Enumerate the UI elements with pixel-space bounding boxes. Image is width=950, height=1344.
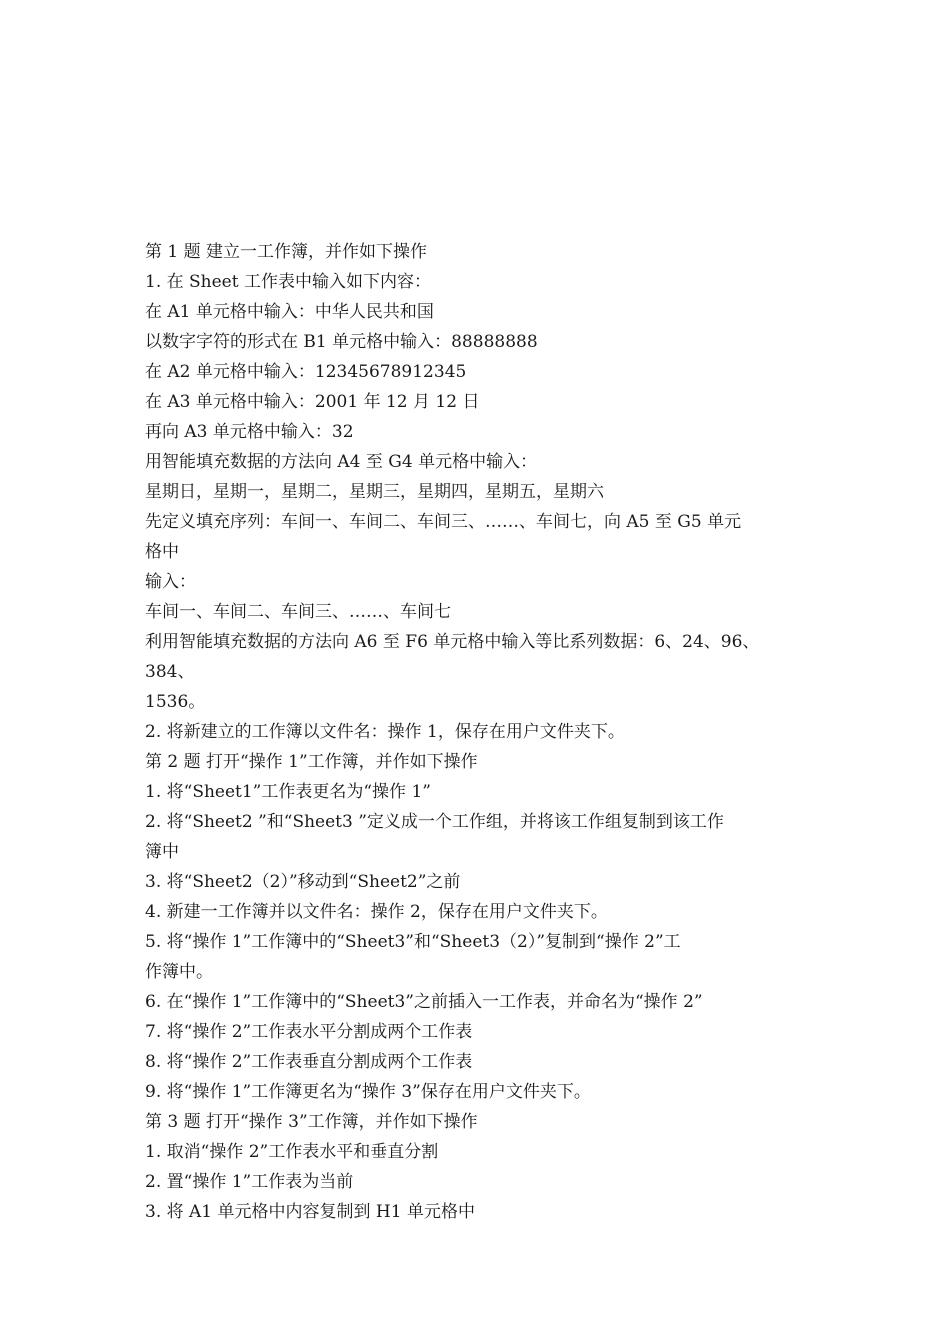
- text-line: 第 2 题 打开“操作 1”工作簿，并作如下操作: [145, 752, 478, 772]
- text-line: 用智能填充数据的方法向 A4 至 G4 单元格中输入：: [145, 452, 538, 472]
- text-line: 1. 取消“操作 2”工作表水平和垂直分割: [145, 1142, 439, 1162]
- text-line: 2. 将“Sheet2 ”和“Sheet3 ”定义成一个工作组，并将该工作组复制到该工作: [145, 812, 724, 832]
- text-line: 格中: [145, 542, 179, 562]
- text-line: 在 A2 单元格中输入：12345678912345: [145, 362, 467, 382]
- text-line: 8. 将“操作 2”工作表垂直分割成两个工作表: [145, 1052, 473, 1072]
- text-line: 第 1 题 建立一工作簿，并作如下操作: [145, 242, 428, 262]
- text-line: 384、: [145, 662, 195, 682]
- text-line: 输入：: [145, 572, 196, 592]
- text-line: 利用智能填充数据的方法向 A6 至 F6 单元格中输入等比系列数据：6、24、96、: [145, 632, 760, 652]
- text-line: 1. 将“Sheet1”工作表更名为“操作 1”: [145, 782, 431, 802]
- text-line: 星期日，星期一，星期二，星期三，星期四，星期五，星期六: [145, 482, 604, 502]
- text-line: 7. 将“操作 2”工作表水平分割成两个工作表: [145, 1022, 473, 1042]
- text-line: 4. 新建一工作簿并以文件名：操作 2，保存在用户文件夹下。: [145, 902, 608, 922]
- text-line: 先定义填充序列：车间一、车间二、车间三、……、车间七，向 A5 至 G5 单元: [145, 512, 742, 532]
- text-line: 3. 将 A1 单元格中内容复制到 H1 单元格中: [145, 1202, 475, 1222]
- text-line: 在 A1 单元格中输入：中华人民共和国: [145, 302, 434, 322]
- text-line: 再向 A3 单元格中输入：32: [145, 422, 354, 442]
- text-line: 1. 在 Sheet 工作表中输入如下内容：: [145, 272, 431, 292]
- text-line: 以数字字符的形式在 B1 单元格中输入：88888888: [145, 332, 538, 352]
- text-line: 5. 将“操作 1”工作簿中的“Sheet3”和“Sheet3（2）”复制到“操作 2”工: [145, 932, 681, 952]
- text-line: 在 A3 单元格中输入：2001 年 12 月 12 日: [145, 392, 480, 412]
- text-line: 作簿中。: [145, 962, 213, 982]
- text-line: 车间一、车间二、车间三、……、车间七: [145, 602, 451, 622]
- text-line: 1536。: [145, 692, 206, 712]
- document-body: [145, 237, 810, 1227]
- text-line: 簿中: [145, 842, 179, 862]
- text-line: 2. 置“操作 1”工作表为当前: [145, 1172, 354, 1192]
- text-line: 2. 将新建立的工作簿以文件名：操作 1，保存在用户文件夹下。: [145, 722, 625, 742]
- text-line: 6. 在“操作 1”工作簿中的“Sheet3”之前插入一工作表，并命名为“操作 2”: [145, 992, 703, 1012]
- text-line: 3. 将“Sheet2（2）”移动到“Sheet2”之前: [145, 872, 461, 892]
- text-line: 9. 将“操作 1”工作簿更名为“操作 3”保存在用户文件夹下。: [145, 1082, 591, 1102]
- text-line: 第 3 题 打开“操作 3”工作簿，并作如下操作: [145, 1112, 478, 1132]
